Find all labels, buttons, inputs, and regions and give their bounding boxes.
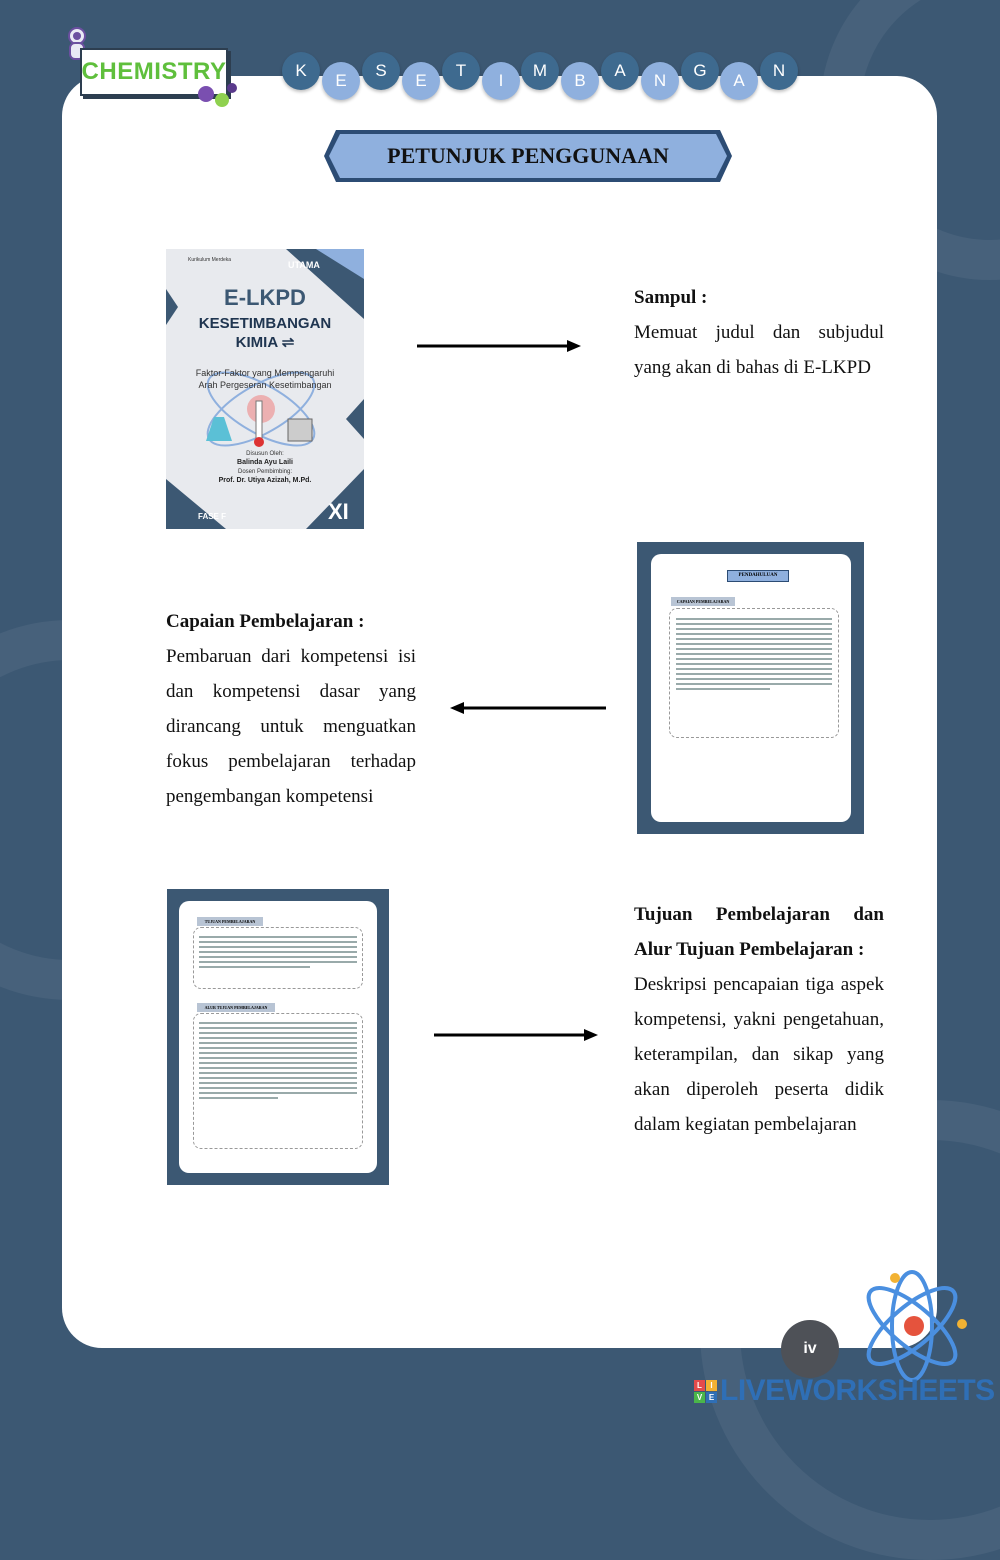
title-letter: N bbox=[760, 52, 798, 90]
section-body: Pembaruan dari kompetensi isi dan kompetensi dasar yang dirancang untuk menguatkan fokus pembelajaran terhadap pengembangan kompetensi bbox=[166, 646, 416, 807]
cover-background bbox=[166, 249, 364, 529]
title-letter: M bbox=[521, 52, 559, 90]
cover-title-kimia: KIMIA ⇌ bbox=[235, 334, 295, 351]
title-letter: B bbox=[561, 62, 599, 100]
title-letter: T bbox=[442, 52, 480, 90]
cover-title-kesetimbangan: KESETIMBANGAN bbox=[198, 315, 332, 332]
thumbnail-page bbox=[167, 889, 389, 1185]
thumbnail-section-2: ALUR TUJUAN PEMBELAJARAN bbox=[197, 1003, 275, 1012]
section-heading: Capaian Pembelajaran : bbox=[166, 611, 365, 632]
title-letter: K bbox=[282, 52, 320, 90]
cover-tag: UTAMA bbox=[288, 260, 320, 270]
section-body: Deskripsi pencapaian tiga aspek kompetensi, yakni pengetahuan, keterampilan, dan sikap yang akan diperoleh peserta didik dalam kegiatan pembelajaran bbox=[634, 974, 884, 1135]
thumbnail-text bbox=[669, 608, 839, 738]
liveworksheets-text: LIVEWORKSHEETS bbox=[720, 1374, 995, 1407]
cover-phase: FASE F bbox=[198, 512, 227, 521]
title-letter: E bbox=[322, 62, 360, 100]
title-letter: A bbox=[601, 52, 639, 90]
cover-grade: XI bbox=[328, 499, 349, 524]
thumbnail-section: CAPAIAN PEMBELAJARAN bbox=[671, 597, 735, 606]
page-number: iv bbox=[781, 1320, 839, 1378]
section-sampul bbox=[634, 280, 884, 385]
tujuan-thumbnail bbox=[167, 889, 389, 1185]
title-letter: A bbox=[720, 62, 758, 100]
thumbnail-banner: PENDAHULUAN bbox=[727, 570, 789, 582]
cover-author-label: Disusun Oleh: bbox=[246, 451, 284, 457]
section-capaian bbox=[166, 604, 416, 814]
title-letter: N bbox=[641, 62, 679, 100]
page-title: PETUNJUK PENGGUNAAN bbox=[387, 143, 669, 168]
cover-thumbnail bbox=[166, 249, 364, 529]
cover-ministry: Kurikulum Merdeka bbox=[188, 257, 232, 263]
title-letter: S bbox=[362, 52, 400, 90]
thumbnail-text-1 bbox=[193, 927, 363, 989]
thumbnail-section-1: TUJUAN PEMBELAJARAN bbox=[197, 917, 263, 926]
chemistry-logo: CHEMISTRY bbox=[80, 48, 228, 96]
atom-icon bbox=[852, 1266, 972, 1386]
thumbnail-page bbox=[637, 542, 864, 834]
section-heading: Tujuan Pembelajaran dan Alur Tujuan Pembelajaran : bbox=[634, 904, 884, 960]
cover-author: Balinda Ayu Laili bbox=[237, 459, 293, 466]
title-letter: G bbox=[681, 52, 719, 90]
liveworksheets-watermark bbox=[694, 1374, 995, 1408]
liveworksheets-badge: L I V E bbox=[694, 1380, 717, 1403]
arrow-right-1 bbox=[415, 338, 583, 354]
section-heading: Sampul : bbox=[634, 287, 708, 308]
cover-advisor-label: Dosen Pembimbing: bbox=[237, 469, 293, 475]
capaian-thumbnail bbox=[637, 542, 864, 834]
cover-title-elkpd: E-LKPD bbox=[224, 285, 306, 310]
title-letter: I bbox=[482, 62, 520, 100]
title-letter: E bbox=[402, 62, 440, 100]
arrow-left bbox=[448, 700, 608, 716]
thumbnail-text-2 bbox=[193, 1013, 363, 1149]
cover-subtitle: Faktor-Faktor yang Mempengaruhi Arah Pergeseran Kesetimbangan bbox=[195, 368, 335, 390]
cover-advisor: Prof. Dr. Utiya Azizah, M.Pd. bbox=[218, 477, 312, 484]
arrow-right-2 bbox=[432, 1027, 600, 1043]
section-body: Memuat judul dan subjudul yang akan di bahas di E-LKPD bbox=[634, 322, 884, 378]
section-tujuan bbox=[634, 897, 884, 1142]
flask-icon bbox=[196, 70, 242, 110]
